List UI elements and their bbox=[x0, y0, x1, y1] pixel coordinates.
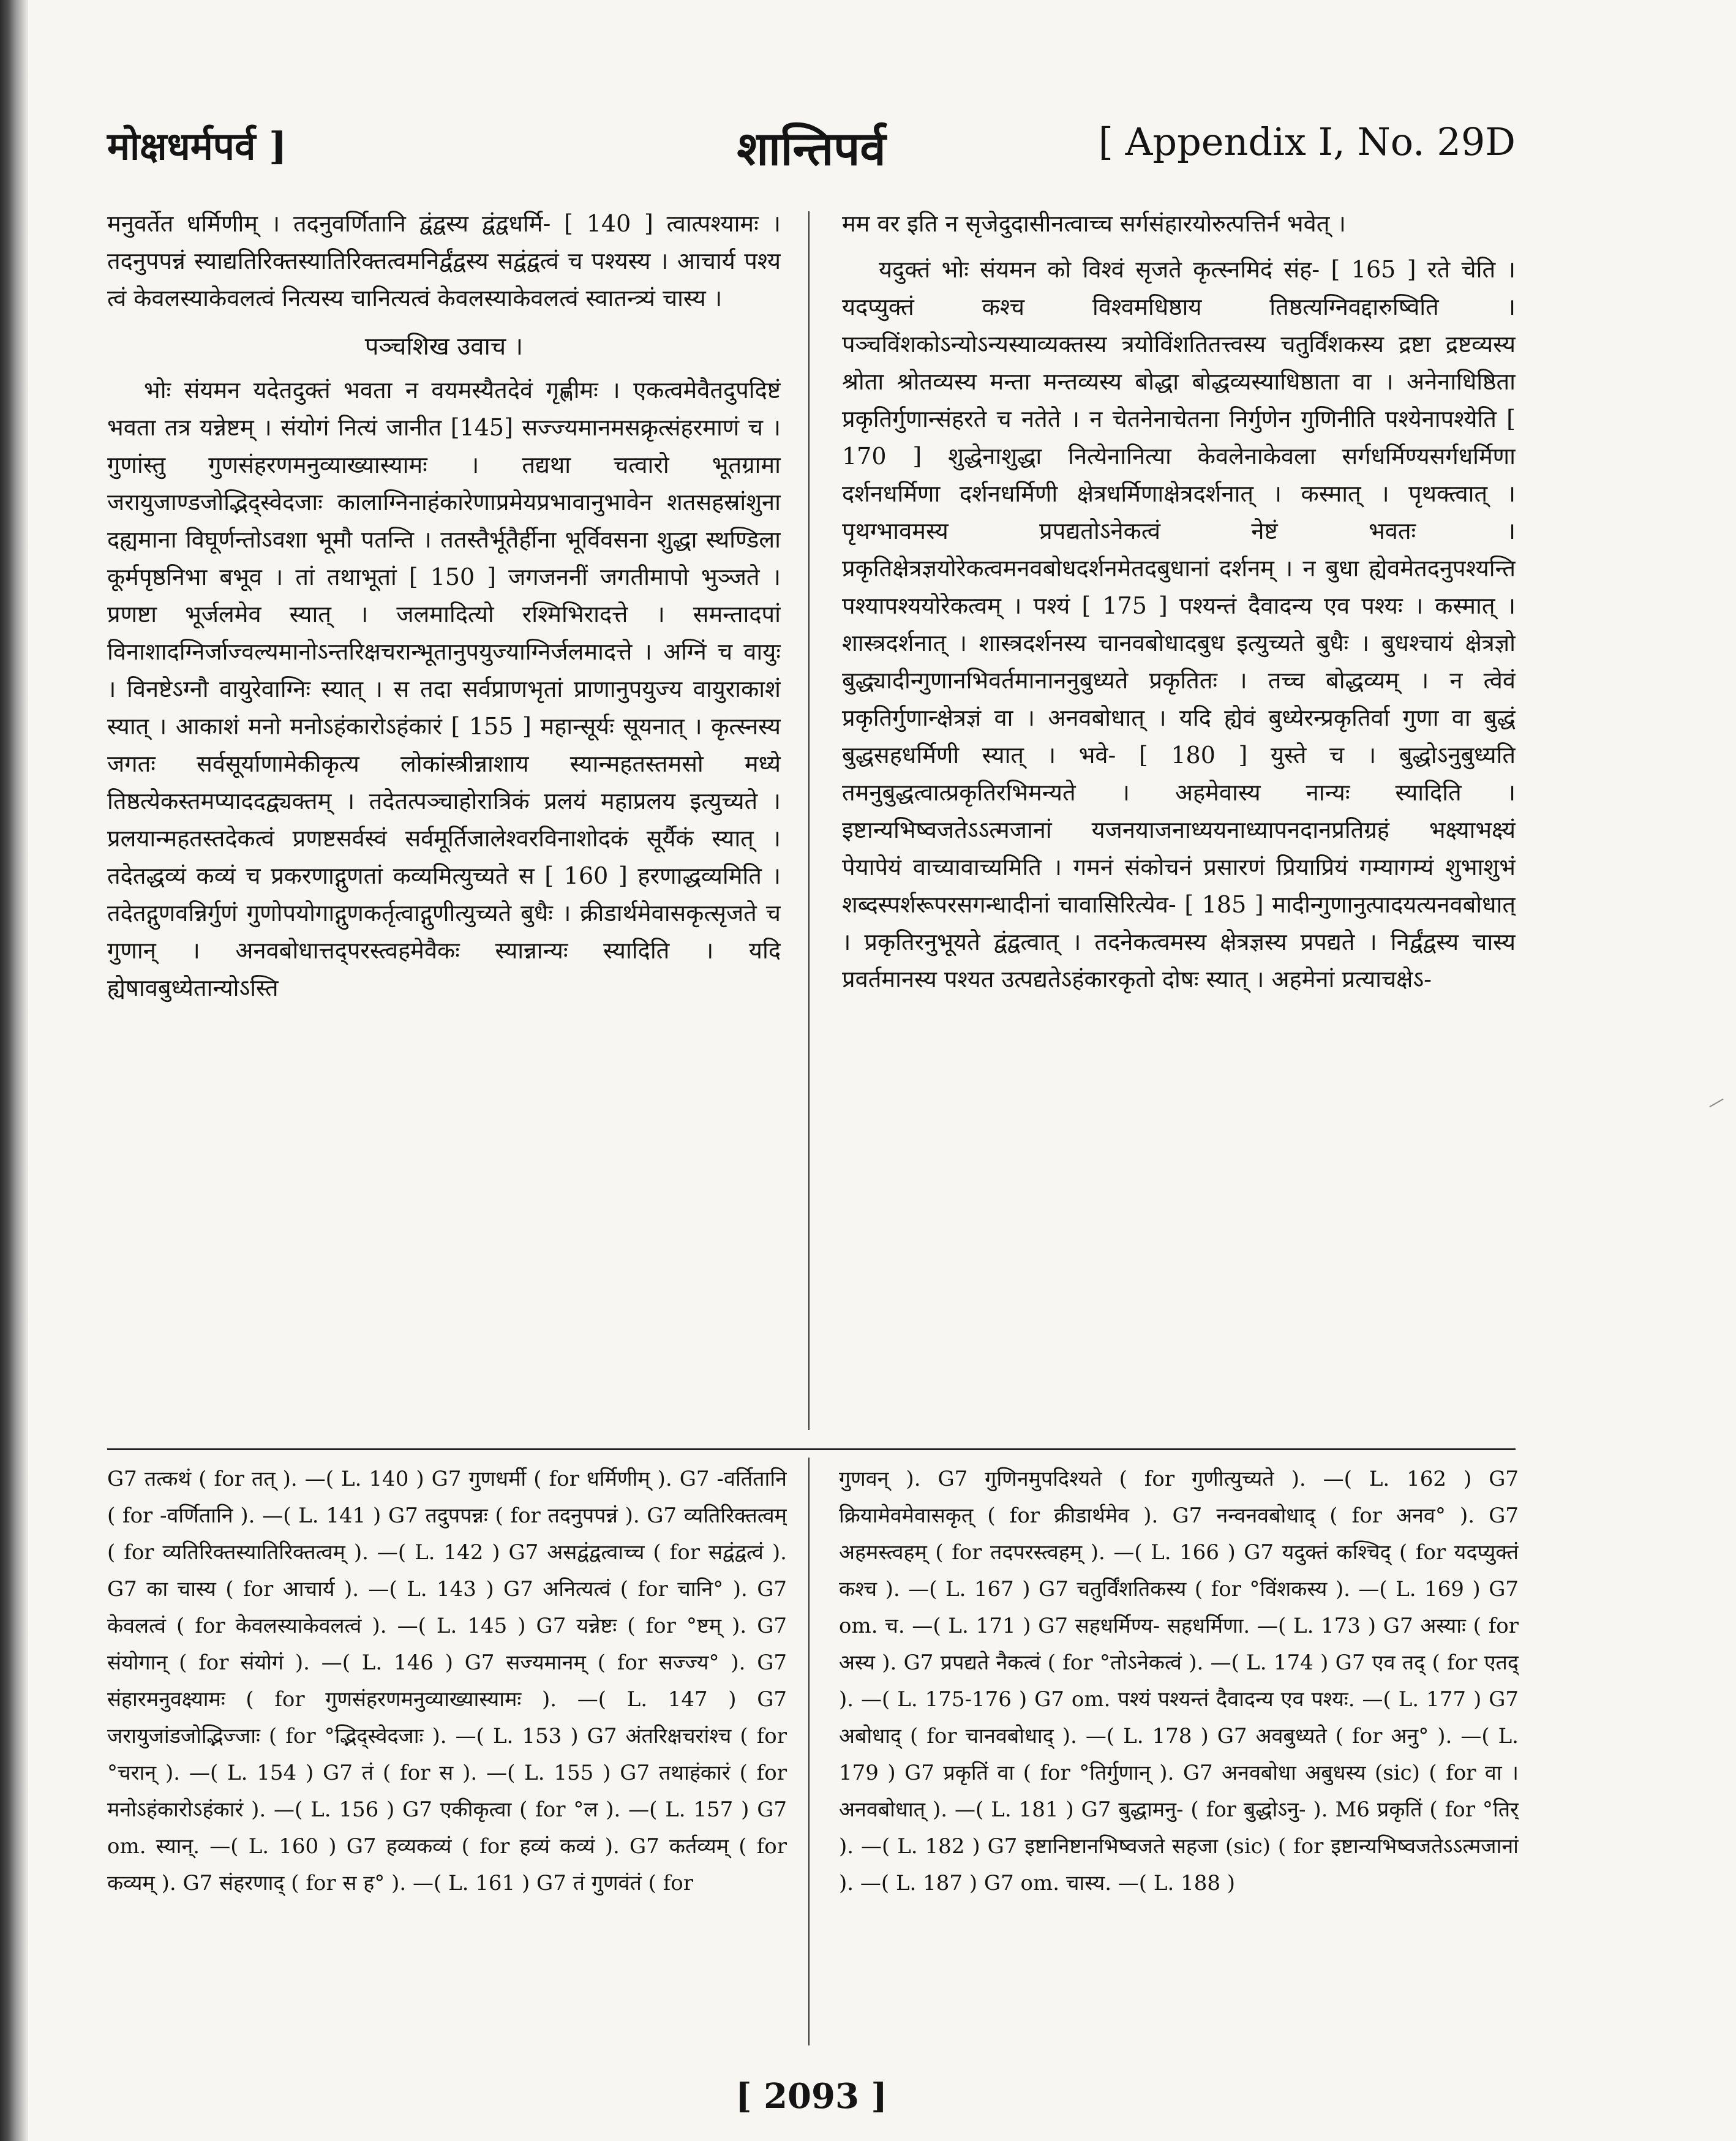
main-text-left-column bbox=[107, 205, 781, 1430]
apparatus-notes: G7 तत्कथं ( for तत् ). —( L. 140 ) G7 गुणधर्मी ( for धर्मिणीम् ). G7 -वर्तितानि ( for -वर्णितानि ). —( L. 141 ) G7 तदुपपन्नः ( for तदनुपपन्नं ). G7 व्यतिरिक्तत्वम् ( for व्यतिरिक्तस्यातिरिक्तत्वम् ). —( L. 142 ) G7 असद्वंद्वत्वाच्च ( for सद्वंद्वत्वं ). G7 का चास्य ( for आचार्य ). —( L. 143 ) G7 अनित्यत्वं ( for चानि° ). G7 केवलत्वं ( for केवलस्याकेवलत्वं ). —( L. 145 ) G7 यन्नेष्टः ( for °ष्टम् ). G7 संयोगान् ( for संयोगं ). —( L. 146 ) G7 सज्यमानम् ( for सज्ज्य° ). G7 संहारमनुवक्ष्यामः ( for गुणसंहरणमनुव्याख्यास्यामः ). —( L. 147 ) G7 जरायुजांडजोद्भिज्जाः ( for °द्भिद्स्वेदजाः ). —( L. 153 ) G7 अंतरिक्षचरांश्च ( for °चरान् ). —( L. 154 ) G7 तं ( for स ). —( L. 155 ) G7 तथाहंकारं ( for मनोऽहंकारोऽहंकारं ). —( L. 156 ) G7 एकीकृत्वा ( for °ल ). —( L. 157 ) G7 om. स्यान्. —( L. 160 ) G7 हव्यकव्यं ( for हव्यं कव्यं ). G7 कर्तव्यम् ( for कव्यम् ). G7 संहरणाद् ( for स ह° ). —( L. 161 ) G7 तं गुणवंतं ( for bbox=[107, 1467, 787, 1895]
text-paragraph: भोः संयमन यदेतदुक्तं भवता न वयमस्यैतदेवं गृह्णीमः । एकत्वमेवैतदुपदिष्टं भवता तत्र यन्नेष्टम् । संयोगं नित्यं जानीत [145] सज्ज्यमानमसक्रृत्संहरमाणं च । गुणांस्तु गुणसंहरणमनुव्याख्यास्यामः । तद्यथा चत्वारो भूतग्रामा जरायुजाण्डजोद्भिद्स्वेदजाः कालाग्निनाहंकारेणाप्रमेयप्रभावानुभावेन शतसहस्रांशुना दह्यमाना विघूर्णन्तोऽवशा भूमौ पतन्ति । ततस्तैर्भूतैर्हीना भूर्विवसना शुद्धा स्थण्डिला कूर्मपृष्ठनिभा बभूव । तां तथाभूतां [ 150 ] जगजननीं जगतीमापो भुञ्जते । प्रणष्टा भूर्जलमेव स्यात् । जलमादित्यो रश्मिभिरादत्ते । समन्तादपां विनाशादग्निर्जाज्वल्यमानोऽन्तरिक्षचरान्भूतानुपयुज्याग्निर्जलमादत्ते । अग्निं च वायुः । विनष्टेऽग्नौ वायुरेवाग्निः स्यात् । स तदा सर्वप्राणभृतां प्राणानुपयुज्य वायुराकाशं स्यात् । आकाशं मनो मनोऽहंकारोऽहंकारं [ 155 ] महान्सूर्यः सूयनात् । कृत्स्नस्य जगतः सर्वसूर्याणामेकीकृत्य लोकांस्त्रीन्नाशाय स्यान्महतस्तमसो मध्ये तिष्ठत्येकस्तमप्याददद्व्यक्तम् । तदेतत्पञ्चाहोरात्रिकं प्रलयं महाप्रलय इत्युच्यते । प्रलयान्महतस्तदेकत्वं प्रणष्टसर्वस्वं सर्वमूर्तिजालेश्वरविनाशोदकं सूर्यैकं स्यात् । तदेतद्धव्यं कव्यं च प्रकरणाद्गुणतां कव्यमित्युच्यते स [ 160 ] हरणाद्धव्यमिति । तदेतद्गुणवन्निर्गुणं गुणोपयोगाद्गुणकर्तृत्वाद्गुणीत्युच्यते बुधैः । क्रीडार्थमेवासकृत्सृजते च गुणान् । अनवबोधात्तद्परस्त्वहमेवैकः स्यान्नान्यः स्यादिति । यदि ह्येषावबुध्येतान्योऽस्ति bbox=[107, 377, 781, 1001]
running-header bbox=[107, 119, 1516, 187]
page-number: [ 2093 ] bbox=[735, 2076, 887, 2117]
text-paragraph: मनुवर्तेत धर्मिणीम् । तदनुवर्णितानि द्वंद्वस्य द्वंद्वधर्मि- [ 140 ] त्वात्पश्यामः । तदनुपपन्नं स्याद्यतिरिक्तस्यातिरिक्तत्वमनिर्द्वंद्वस्य सद्वंद्वत्वं च पश्यस्य । आचार्य पश्य त्वं केवलस्याकेवलत्वं नित्यस्य चानित्यत्वं केवलस्याकेवलत्वं स्वातन्त्र्यं चास्य । bbox=[107, 210, 781, 312]
text-paragraph: मम वर इति न सृजेदुदासीनत्वाच्च सर्गसंहारयोरुत्पत्तिर्न भवेत् । bbox=[842, 210, 1346, 237]
column-divider bbox=[808, 211, 810, 1430]
speaker-heading: पञ्चशिख उवाच । bbox=[364, 333, 524, 361]
apparatus-notes: गुणवन् ). G7 गुणिनमुपदिश्यते ( for गुणीत्युच्यते ). —( L. 162 ) G7 क्रियामेवमेवासकृत् ( for क्रीडार्थमेव ). G7 नन्वनवबोधाद् ( for अनव° ). G7 अहमस्त्वहम् ( for तदपरस्त्वहम् ). —( L. 166 ) G7 यदुक्तं कश्चिद् ( for यदप्युक्तं कश्च ). —( L. 167 ) G7 चतुर्विंशतिकस्य ( for °विंशकस्य ). —( L. 169 ) G7 om. च. —( L. 171 ) G7 सहधर्मिण्य- सहधर्मिणा. —( L. 173 ) G7 अस्याः ( for अस्य ). G7 प्रपद्यते नैकत्वं ( for °तोऽनेकत्वं ). —( L. 174 ) G7 एव तद् ( for एतद् ). —( L. 175-176 ) G7 om. पश्यं पश्यन्तं दैवादन्य एव पश्यः. —( L. 177 ) G7 अबोधाद् ( for चानवबोधाद् ). —( L. 178 ) G7 अवबुध्यते ( for अनु° ). —( L. 179 ) G7 प्रकृतिं वा ( for °तिर्गुणान् ). G7 अनवबोधा अबुधस्य (sic) ( for वा । अनवबोधात् ). —( L. 181 ) G7 बुद्धामनु- ( for बुद्धोऽनु- ). M6 प्रकृतिं ( for °तिर् ). —( L. 182 ) G7 इष्टानिष्टानभिष्वजते सहजा (sic) ( for इष्टान्यभिष्वजतेऽऽत्मजानां ). —( L. 187 ) G7 om. चास्य. —( L. 188 ) bbox=[839, 1467, 1519, 1895]
main-text-right-column bbox=[842, 205, 1516, 1430]
notes-column-divider bbox=[808, 1458, 810, 2045]
header-book-title: शान्तिपर्व bbox=[737, 121, 886, 176]
header-appendix-ref: [ Appendix I, No. 29D bbox=[1098, 119, 1516, 164]
book-binding-edge bbox=[0, 0, 28, 2141]
text-paragraph: यदुक्तं भोः संयमन को विश्वं सृजते कृत्स्नमिदं संह- [ 165 ] रते चेति । यदप्युक्तं कश्च विश्वमधिष्ठाय तिष्ठत्यग्निवद्दारुष्विति । पञ्चविंशकोऽन्योऽन्यस्याव्यक्तस्य त्रयोविंशतितत्त्वस्य चतुर्विंशकस्य द्रष्टा द्रष्टव्यस्य श्रोता श्रोतव्यस्य मन्ता मन्तव्यस्य बोद्धा बोद्धव्यस्याधिष्ठाता वा । अनेनाधिष्ठिता प्रकृतिर्गुणान्संहरते च नतेते । न चेतनेनाचेतना निर्गुणेन गुणिनीति पश्येनापश्येति [ 170 ] शुद्धेनाशुद्धा नित्येनानित्या केवलेनाकेवला सर्गधर्मिण्यसर्गधर्मिणा दर्शनधर्मिणा दर्शनधर्मिणी क्षेत्रधर्मिणाक्षेत्रदर्शनात् । कस्मात् । पृथक्त्वात् । पृथग्भावमस्य प्रपद्यतोऽनेकत्वं नेष्टं भवतः । प्रकृतिक्षेत्रज्ञयोरेकत्वमनवबोधदर्शनमेतदबुधानां दर्शनम् । न बुधा ह्येवमेतदनुपश्यन्ति पश्यापश्ययोरेकत्वम् । पश्यं [ 175 ] पश्यन्तं दैवादन्य एव पश्यः । कस्मात् । शास्त्रदर्शनात् । शास्त्रदर्शनस्य चानवबोधादबुध इत्युच्यते बुधैः । बुधश्चायं क्षेत्रज्ञो बुद्ध्यादीन्गुणानभिवर्तमानाननुबुध्यते प्रकृतितः । तच्च बोद्धव्यम् । न त्वेवं प्रकृतिर्गुणान्क्षेत्रज्ञं वा । अनवबोधात् । यदि ह्येवं बुध्येरन्प्रकृतिर्वा गुणा वा बुद्धं बुद्धसहधर्मिणी स्यात् । भवे- [ 180 ] युस्ते च । बुद्धोऽनुबुध्यति तमनुबुद्धत्वात्प्रकृतिरभिमन्यते । अहमेवास्य नान्यः स्यादिति । इष्टान्यभिष्वजतेऽऽत्मजानां यजनयाजनाध्ययनाध्यापनदानप्रतिग्रहं भक्ष्याभक्ष्यं पेयापेयं वाच्यावाच्यमिति । गमनं संकोचनं प्रसारणं प्रियाप्रियं गम्यागम्यं शुभाशुभं शब्दस्पर्शरूपरसगन्धादीनां चावासिरित्येव- [ 185 ] मादीन्गुणानुत्पादयत्यनवबोधात् । प्रकृतिरनुभूयते द्वंद्वत्वात् । तदनेकत्वमस्य क्षेत्रज्ञस्य प्रपद्यते । निर्द्वंद्वस्य चास्य प्रवर्तमानस्य पश्यत उत्पद्यतेऽहंकारकृतो दोषः स्यात् । अहमेनां प्रत्याचक्षेऽ- bbox=[842, 256, 1516, 993]
critical-apparatus-right bbox=[839, 1461, 1519, 2049]
header-section-title: मोक्षधर्मपर्व ] bbox=[107, 124, 287, 168]
footnote-divider bbox=[107, 1448, 1516, 1450]
document-page bbox=[107, 92, 1519, 2117]
critical-apparatus-left bbox=[107, 1461, 787, 2049]
margin-pen-mark bbox=[1709, 1099, 1724, 1108]
